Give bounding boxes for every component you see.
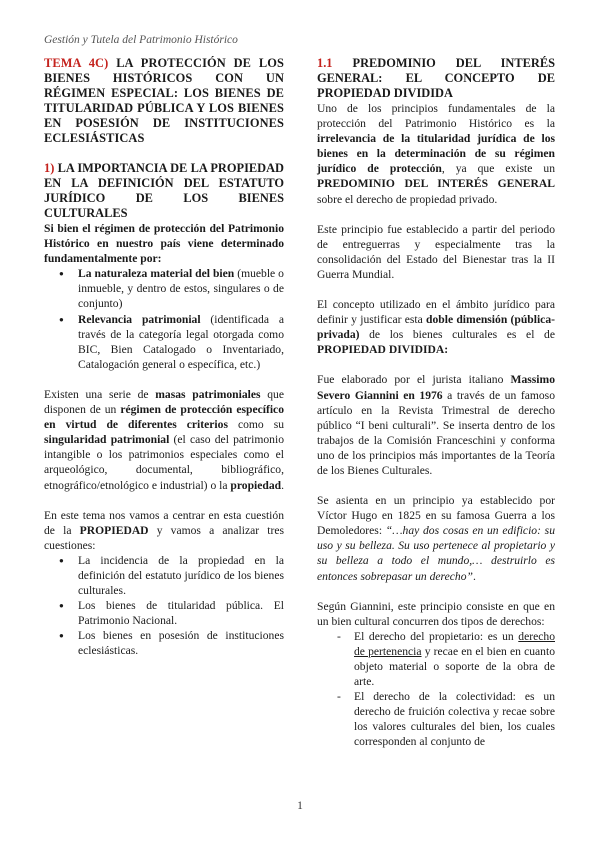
section-1-heading xyxy=(44,161,284,221)
page-number: 1 xyxy=(297,800,303,812)
list-item: ● Relevancia patrimonial (identificada a través de la categoría legal otorgada como BIC, Bien Catalogado o Inventariado, Catalogación general o específica, etc.) xyxy=(44,312,284,372)
rights-intro: Según Giannini, este principio consiste en que en un bien cultural concurren dos tipos de derechos: xyxy=(317,599,555,628)
topic-number: TEMA 4C) xyxy=(44,56,109,70)
masses-paragraph: Existen una serie de masas patrimoniales que disponen de un régimen de protección específico en virtud de diferentes criterios como su singularidad patrimonial (el caso del patrimonio intangible o los patrimonios especiales como el arqueológico, documental, bibliográfico, etnográfico/etnológico e industrial) o la propiedad. xyxy=(44,387,285,492)
giannini-paragraph: Fue elaborado por el jurista italiano Massimo Severo Giannini en 1976 a través de un famoso artículo en la Revista Trimestral de derecho público “I beni culturali”. Se inserta dentro de los trabajos de la Comisión Franceschini y conforma uno de los principios más importantes de la Teoría de los Bienes Culturales. xyxy=(317,373,555,477)
section-1-1-number: 1.1 xyxy=(317,56,333,70)
list-item: - El derecho de la colectividad: es un derecho de fruición colectiva y recae sobre los valores culturales del bien, los cuales corresponden al conjunto de xyxy=(317,689,555,749)
topic-title-text: LA PROTECCIÓN DE LOS BIENES HISTÓRICOS CON UN RÉGIMEN ESPECIAL: LOS BIENES DE TITULARIDAD PÚBLICA Y LOS BIENES EN POSESIÓN DE INSTITUCIONES ECLESIÁSTICAS xyxy=(44,56,285,145)
questions-list xyxy=(44,553,284,659)
list-item: ● Los bienes en posesión de instituciones eclesiásticas. xyxy=(44,628,284,658)
list-item: - El derecho del propietario: es un derecho de pertenencia y recae en el bien en cuanto objeto material o soporte de la obra de arte. xyxy=(317,629,555,689)
topic-title xyxy=(44,56,284,146)
section-1-1-title: PREDOMINIO DEL INTERÉS GENERAL: EL CONCEPTO DE PROPIEDAD DIVIDIDA xyxy=(317,56,555,100)
section-1-1-heading xyxy=(317,56,555,101)
victor-hugo-paragraph: Se asienta en un principio ya establecido por Víctor Hugo en 1825 en su famosa Guerra a los Demoledores: “…hay dos cosas en un edificio: su uso y su belleza. Su uso pertenece al propietario y su belleza a todo el mundo,… destruirlo es entonces sobrepasar un derecho”. xyxy=(317,494,555,583)
list-item: ● Los bienes de titularidad pública. El Patrimonio Nacional. xyxy=(44,598,284,628)
section-1-number: 1) xyxy=(44,161,55,175)
history-paragraph: Este principio fue establecido a partir del periodo de entreguerras y especialmente tras la consolidación del Estado del Bienestar tras la II Guerra Mundial. xyxy=(317,222,555,281)
running-header: Gestión y Tutela del Patrimonio Histórico xyxy=(44,34,238,46)
list-item: ● La incidencia de la propiedad en la definición del estatuto jurídico de los bienes culturales. xyxy=(44,553,284,598)
criteria-list xyxy=(44,266,284,372)
concept-paragraph: El concepto utilizado en el ámbito jurídico para definir y justificar esta doble dimensión (pública-privada) de los bienes culturales es el de PROPIEDAD DIVIDIDA: xyxy=(317,298,555,357)
focus-paragraph: En este tema nos vamos a centrar en esta cuestión de la PROPIEDAD y vamos a analizar tres cuestiones: xyxy=(44,508,284,552)
section-1-title: LA IMPORTANCIA DE LA PROPIEDAD EN LA DEFINICIÓN DEL ESTATUTO JURÍDICO DE LOS BIENES CULTURALES xyxy=(44,161,284,220)
right-column xyxy=(317,56,555,750)
rights-list xyxy=(317,629,555,750)
list-item: ● La naturaleza material del bien (mueble o inmueble, y dentro de estos, singulares o de conjunto) xyxy=(44,266,284,311)
intro-paragraph: Si bien el régimen de protección del Patrimonio Histórico en nuestro país viene determinado fundamentalmente por: xyxy=(44,222,284,266)
left-column xyxy=(44,56,284,659)
principle-paragraph: Uno de los principios fundamentales de la protección del Patrimonio Histórico es la irrelevancia de la titularidad jurídica de los bienes en la determinación de su régimen jurídico de protección, ya que existe un PREDOMINIO DEL INTERÉS GENERAL sobre el derecho de propiedad privado. xyxy=(317,102,555,206)
